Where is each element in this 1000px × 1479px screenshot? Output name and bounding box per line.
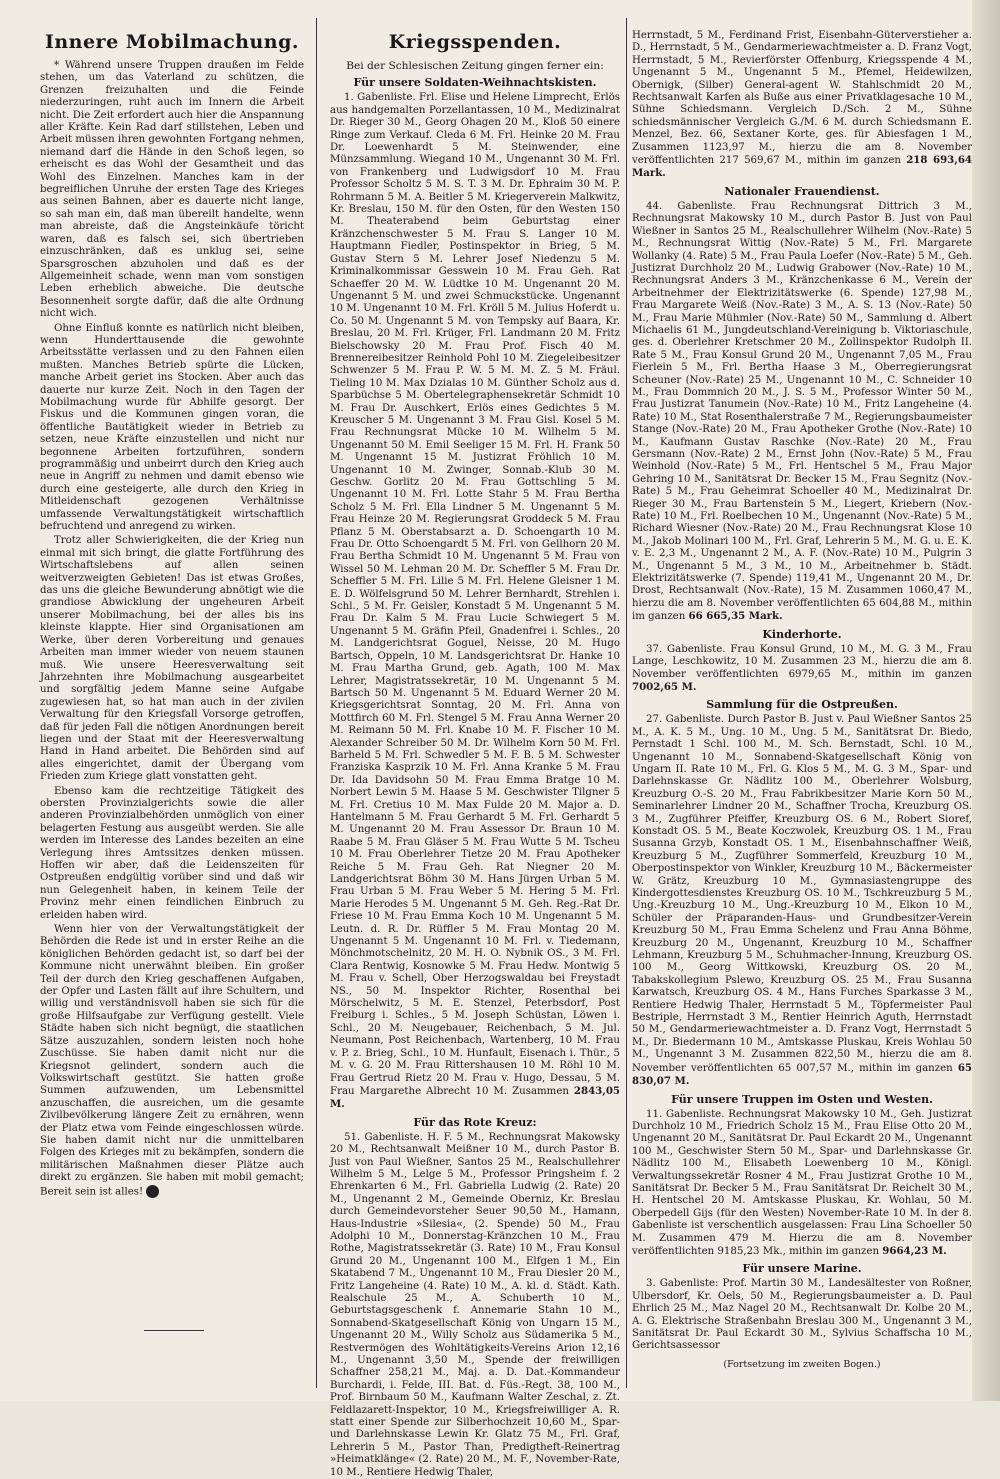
column-innere-mobilmachung — [40, 30, 304, 1385]
article-paragraph: * Während unsere Truppen draußen im Felde stehen, um das Vaterland zu schützen, die Grenzen freizuhalten und die Feinde niederzuringen, ruht auch im Innern die Arbeit nicht. Die Zeit erfordert auch hier die Anspannung aller Kräfte. Kein Rad darf stillstehen, Leben und Arbeit müssen ihren gewohnten Fortgang nehmen, niemand darf die Hände in den Schoß legen, so erheischt es das Wohl der Gesamtheit und das Wohl des Einzelnen. Manches kam in der begreiflichen Unruhe der ersten Tage des Krieges aus seinen Bahnen, aber es dauerte nicht lange, so sah man ein, daß man übereilt handelte, wenn man abreiste, daß die Angsteinkäufe töricht waren, daß es falsch sei, sich übertrieben einzuschränken, daß es unklug sei, seine Sparsgroschen abzuholen und daß es der Allgemeinheit schade, wenn man vom sonstigen Leben erheblich abweiche. Die deutsche Besonnenheit sorgte dafür, daß die alte Ordnung nicht wich. — [40, 60, 305, 320]
article-title: Innere Mobilmachung. — [44, 31, 300, 53]
donation-list — [632, 644, 972, 695]
donation-list-text: 37. Gabenliste. Frau Konsul Grund, 10 M., M. G. 3 M., Frau Lange, Leschkowitz, 10 M. Zusammen 23 M., hierzu die am 8. November veröffentlichten 6979,65 M., mithin im ganzen — [632, 643, 972, 680]
donation-list-text: 11. Gabenliste. Rechnungsrat Makowsky 10 M., Geh. Justizrat Durchholz 10 M., Friedrich Scholz 15 M., Frau Elise Otto 20 M., Ungenannt 20 M., Sanitätsrat Dr. Paul Eckardt 20 M., Ungenannt 100 M., Geschwister Stern 50 M., Spar- und Darlehnskasse Gr. Nädlitz 100 M., Elisabeth Loewenberg 10 M., Königl. Verwaltungssekretär Rosner 4 M., Frau Justizrat Grothe 10 M., Sanitätsrat Dr. Becker 5 M., Frau Sanitätsrat Dr. Reichelt 30 M., H. Hentschel 20 M. Amtskasse Pluskau, Kr. Wohlau, 50 M. Oberpedell Gijs (für den Westen) November-Rate 10 M. In der 8. Gabenliste ist verschentlich ausgelassen: Frau Lina Schoeller 50 M. Zusammen 479 M. Hierzu die am 8. November veröffentlichten 9185,23 Mk., mithin im ganzen — [632, 1108, 972, 1257]
donation-total: 7002,65 M. — [632, 680, 697, 693]
donation-total: 65 830,07 M. — [632, 1061, 972, 1088]
donation-list — [330, 92, 620, 1111]
subsection-heading: Sammlung für die Ostpreußen. — [706, 698, 898, 712]
page-seal: 36 — [146, 1185, 159, 1198]
donation-list-text: 44. Gabenliste. Frau Rechnungsrat Dittrich 3 M., Rechnungsrat Makowsky 10 M., durch Pastor B. Just von Paul Wießner in Santos 25 M., Realschullehrer Wilhelm (Nov.-Rate) 5 M., Rechnungsrat Wittig (Nov.-Rate) 5 M., Frl. Margarete Wollanky (4. Rate) 5 M., Frau Paula Loefer (Nov.-Rate) 5 M., Geh. Justizrat Durchholz 20 M., Ludwig Grabower (Nov.-Rate) 10 M., Rechnungsrat Anders 3 M., Kränzchenkasse 6 M., Verein der Arbeitnehmer der Elektrizitätswerke (6. Spende) 127,98 M., Frau Margarete Weiß (Nov.-Rate) 3 M., A. S. 13 (Nov.-Rate) 50 M., Frau Marie Mühmler (Nov.-Rate) 50 M., Sammlung d. Albert Michaelis 61 M., Jungdeutschland-Vereinigung b. Viktoriaschule, ges. d. Oberlehrer Kretschmer 20 M., Zollinspektor Rudolph II. Rate 5 M., Frau Konsul Grund 20 M., Ungenannt 7,05 M., Frau Fierlein 5 M., Frl. Bertha Haase 3 M., Oberregierungsrat Scheuner (Nov.-Rate) 25 M., Ungenannt 10 M., C. Schneider 10 M., Frau Dommnich 20 M., J. S. 5 M., Professor Winter 50 M., Frau Justizrat Tanumein (Nov.-Rate) 10 M., Fritz Langeheine (4. Rate) 10 M., Stat Rosenthalerstraße 7 M., Regierungsbaumeister Stange (Nov.-Rate) 20 M., Frau Apotheker Grothe (Nov.-Rate) 10 M., Kaufmann Gustav Raschke (Nov.-Rate) 20 M., Frau Gersmann (Nov.-Rate) 2 M., Ernst John (Nov.-Rate) 5 M., Frau Weinhold (Nov.-Rate) 5 M., Frl. Hentschel 5 M., Frau Major Gehring 10 M., Sanitätsrat Dr. Becker 15 M., Frau Segnitz (Nov.-Rate) 5 M., Frau Geheimrat Schoeller 40 M., Medizinalrat Dr. Rieger 30 M., Frau Bartenstein 5 M., Liegert, Kriebern (Nov.-Rate) 10 M., Frl. Roelbechen 10 M., Ungenannt (Nov.-Rate) 5 M., Richard Wiesner (Nov.-Rate) 20 M., Frau Rechnungsrat Klose 10 M., Jakob Molinari 100 M., Frl. Graf, Lehrerin 5 M., M. G. u. E. K. v. E. 2,3 M., Ungenannt 2 M., A. F. (Nov.-Rate) 10 M., Pulgrin 3 M., Ungenannt 5 M., 3 M., 10 M., Arbeitnehmer b. Städt. Elektrizitätswerke (7. Spende) 119,41 M., Ungenannt 20 M., Dr. Drost, Rechtsanwalt (Nov.-Rate), 15 M. Zusammen 1060,47 M., hierzu die am 8. November veröffentlichten 65 604,88 M., mithin im ganzen — [632, 200, 972, 623]
donation-list: 51. Gabenliste. H. F. 5 M., Rechnungsrat Makowsky 20 M., Rechtsanwalt Meißner 10 M., durch Pastor B. Just von Paul Wießner, Santos 25 M., Realschullehrer Wilhelm 5 M., Lelge 5 M., Professor Pringsheim f. 2 Ehrenkarten 6 M., Frl. Gabriella Ludwig (2. Rate) 20 M., Ungenannt 2 M., Gemeinde Oberniz, Kr. Breslau durch Gemeindevorsteher Seuer 90,50 M., Hamann, Haus-Industrie »Silesia«, (2. Spende) 50 M., Frau Adolphi 10 M., Donnerstag-Kränzchen 10 M., Frau Rothe, Magistratssekretär (3. Rate) 10 M., Frau Konsul Grund 20 M., Ungenannt 100 M., Elfgen 1 M., Ein Skatabend 7 M., Ungenannt 10 M., Frau Diesler 20 M., Fritz Langeheine (4. Rate) 10 M., A. kl. d. Städt. Kath. Realschule 25 M., A. Schuberth 10 M., Geburtstagsgeschenk f. Annemarie Stahn 10 M., Sonnabend-Skatgesellschaft König von Ungarn 15 M., Ungenannt 20 M., Willy Scholz aus Südamerika 5 M., Restvermögen des Wohltätigkeits-Vereins Arion 12,16 M., Ungenannt 3,50 M., Spende der freiwilligen Schaffner 258,21 M., Maj. a. D. Dat.-Kommandeur Burchardi, i. Felde, III. Bat. d. Füs.-Regt. 38, 100 M., Prof. Birnbaum 50 M., Kaufmann Walter Zeschal, z. Zt. Feldlazarett-Inspektor, 10 M., Kriegsfreiwilliger A. R. statt einer Spende zur Silberhochzeit 10,60 M., Spar- und Darlehnskasse Lewin Kr. Glatz 75 M., Frl. Graf, Lehrerin 5 M., Pastor Than, Predigtheft-Reinertrag »Heimatklänge« (2. Rate) 20 M., M. F., November-Rate, 10 M., Rentiere Hedwig Thaler, — [330, 1131, 620, 1478]
subsection-heading: Kinderhorte. — [762, 627, 842, 641]
donation-total: 66 665,35 Mark. — [688, 610, 783, 623]
subsection-heading: Nationaler Frauendienst. — [724, 184, 880, 198]
subsection-heading: Für unsere Marine. — [742, 1262, 862, 1276]
article-paragraph: Ohne Einfluß konnte es natürlich nicht bleiben, wenn Hunderttausende die gewohnte Arbeitsstätte verlassen und zu den Fahnen eilen mußten. Manches Betrieb spürte die Lücken, manche Arbeit geriet ins Stocken. Aber auch das dauerte nur kurze Zeit. Noch in den Tagen der Mobilmachung wurde für Abhilfe gesorgt. Der Fiskus und die Kommunen gingen voran, die öffentliche Bautätigkeit wieder in Betrieb zu setzen, neue Kräfte einzustellen und nicht nur begonnene Arbeiten fortzuführen, sondern programmäßig und unbeirrt durch den Krieg auch neue in Angriff zu nehmen und damit ebenso wie durch eine gesteigerte, alle durch den Krieg in Mitleidenschaft gezogenen Verhältnisse umfassende Verwaltungstätigkeit wirtschaftlich befruchtend und anregend zu wirken. — [40, 322, 304, 533]
donation-list-text: 27. Gabenliste. Durch Pastor B. Just v. Paul Wießner Santos 25 M., A. K. 5 M., Ung. 10 M., Ung. 5 M., Sanitätsrat Dr. Biedo, Pernstadt 1 Schl. 100 M., M. Sch. Bernstadt, Schl. 10 M., Ungenannt 10 M., Sonnabend-Skatgesellschaft König von Ungarn II. Rate 10 M., Frl. G. Klos 5 M., M. G. 3 M., Spar- und Darlehnskasse Gr. Nädlitz 100 M., Oberlehrer Wolsburg, Kreuzburg O.-S. 20 M., Frau Fabrikbesitzer Marie Korn 50 M., Seminarlehrer Lindner 20 M., Schaffner Trocha, Kreuzburg OS. 3 M., Zugführer Pfeiffer, Kreuzburg OS. 6 M., Robert Sioref, Konstadt OS. 5 M., Beate Koczwolek, Kreuzburg OS. 1 M., Frau Susanna Grzyb, Konstadt OS. 1 M., Eisenbahnschaffner Weiß, Kreuzburg 5 M., Zugführer Sommerfeld, Kreuzburg 10 M., Oberpostinspektor von Winkler, Kreuzburg 10 M., Bäckermeister W. Grätz, Kreuzburg 10 M., Gymnasiastengruppe des Kindergottesdienstes Kreuzburg OS. 10 M., Tschkreuzburg 5 M., Ung.-Kreuzburg 10 M., Ung.-Kreuzburg 10 M., Elkon 10 M., Schüler der Präparanden-Haus- und Grundbesitzer-Verein Kreuzburg 50 M., Frau Emma Schelenz und Frau Anna Böhme, Kreuzburg 20 M., Ungenannt, Kreuzburg 10 M., Schaffner Lehmann, Kreuzburg 5 M., Schuhmacher-Innung, Kreuzburg OS. 100 M., Georg Wittkowski, Kreuzburg OS. 20 M., Tabakskollegium Pslewo, Kreuzburg OS. 25 M., Frau Susanna Karwatsch, Kreuzburg OS. 4 M., Hans Furches Sparkasse 3 M., Rentiere Hedwig Thaler, Herrnstadt 5 M., Töpfermeister Paul Bestriple, Herrnstadt 3 M., Rentier Heinrich Aguth, Herrnstadt 50 M., Gendarmeriewachtmeister a. D. Franz Vogt, Herrnstadt 5 M., Dr. Biedermann 10 M., Amtskasse Pluskau, Kreis Wohlau 50 M., Ungenannt 3 M. Zusammen 822,50 M., hierzu die am 8. November veröffentlichten 65 007,57 M., mithin im ganzen — [632, 714, 972, 1074]
lead-line: Bei der Schlesischen Zeitung gingen ferner ein: — [346, 60, 604, 72]
donation-list — [632, 30, 972, 181]
donation-list: 3. Gabenliste: Prof. Martin 30 M., Landesältester von Roßner, Ulbersdorf, Kr. Oels, 50 M., Regierungsbaumeister a. D. Paul Ehrlich 25 M., Maz Nagel 20 M., Rechtsanwalt Dr. Kolbe 20 M., A. G. Elektrische Straßenbahn Breslau 300 M., Ungenannt 3 M., Sanitätsrat Dr. Paul Eckardt 30 M., Sylvius Schaffscha 10 M., Gerichtsassessor — [632, 1278, 972, 1352]
article-paragraph: Trotz aller Schwierigkeiten, die der Krieg nun einmal mit sich bringt, die glatte Fortführung des Wirtschaftslebens auf allen seinen weitverzweigten Gebieten! Das ist etwas Großes, das uns die gleiche Bewunderung abnötigt wie die grandiose Abwicklung der ungeheuren Arbeit unserer Mobilmachung, bei der alles bis ins kleinste klappte. Hier sind Organisationen am Werke, über deren Vorbereitung und genaues Arbeiten man immer wieder von neuem staunen muß. Wie unsere Heeresverwaltung seit Jahrzehnten ihre Mobilmachung ausgearbeitet und sorgfältig jedem Manne seine Aufgabe zugewiesen hat, so hat man auch in der zivilen Verwaltung für den Kriegsfall Vorsorge getroffen, daß für jeden Fall die nötigen Anordnungen bereit liegen und der Staat mit der Heeresverwaltung Hand in Hand arbeitet. Die Behörden sind auf alles eingerichtet, damit der Übergang vom Frieden zum Kriege glatt vonstatten geht. — [40, 535, 304, 783]
subsection-heading: Für das Rote Kreuz: — [413, 1115, 537, 1129]
column-end-rule — [144, 1330, 204, 1331]
donation-list — [632, 1109, 972, 1259]
column-kriegsspenden — [330, 30, 620, 1478]
article-paragraph — [40, 924, 304, 1198]
subsection-heading: Für unsere Truppen im Osten und Westen. — [671, 1092, 933, 1106]
column-kriegsspenden-continued — [632, 30, 972, 1385]
article-paragraph-text: Wenn hier von der Verwaltungstätigkeit der Behörden die Rede ist und in erster Reihe an die königlichen Behörden gedacht ist, so darf bei der Kommune nicht unerwähnt bleiben. Ein großer Teil der durch den Krieg geschaffenen Aufgaben, der Opfer und Lasten fällt auf ihre Schultern, und willig und verständnisvoll haben sie sich für die große Hilfsaufgabe zur Verfügung gestellt. Viele Städte haben sich nicht begnügt, die staatlichen Sätze auszuzahlen, sondern leisten noch hohe Zuschüsse. Sie haben damit nicht nur die Kriegsnot gelindert, sondern auch die Volkswirtschaft gestützt. Sie hatten große Summen aufzuwenden, um Lebensmittel anzuschaffen, die ausreichen, um die gesamte Zivilbevölkerung längere Zeit zu ernähren, wenn der Platz etwa vom Feinde eingeschlossen würde. Sie haben damit nicht nur die unmittelbaren Folgen des Krieges mit zu bekämpfen, sondern die militärischen Maßnahmen dieser Plätze auch direkt zu ergänzen. Sie haben mit mobil gemacht; Bereit sein ist alles! — [40, 924, 304, 1198]
donation-total: 2843,05 M. — [330, 1084, 620, 1111]
donation-list-text: 1. Gabenliste. Frl. Elise und Helene Limprecht, Erlös aus handgemalten Porzellantassen, 10 M., Medizinalrat Dr. Rieger 30 M., Georg Ohagen 20 M., Kloß 50 einere Ringe zum Verkauf. Cleda 6 M. Frl. Heinke 20 M. Frau Dr. Loewenhardt 5 M. Steinwender, eine Münzsammlung. Wiegand 10 M., Ungenannt 30 M. Frl. von Frankenberg und Ludwigsdorf 10 M. Frau Professor Scholtz 5 M. S. T. 3 M. Dr. Ephraim 30 M. P. Rohrmann 5 M. A. Beitler 5 M. Kriegerverein Malkwitz, Kr. Breslau, 150 M. für den Osten, für den Westen 150 M. Theaterabend beim Geburtstag einer Kränzchenschwester 5 M. Frau S. Langer 10 M. Hauptmann Fiedler, Postinspektor in Brieg, 5 M. Gustav Stern 5 M. Lehrer Josef Niedenzu 5 M. Kriminalkommissar Gesswein 10 M. Frau Geh. Rat Schaeffer 20 M. W. Lüdtke 10 M. Ungenannt 20 M. Ungenannt 5 M. und zwei Schmuckstücke. Ungenannt 10 M. Ungenannt 10 M. Frl. Kröll 5 M. Julius Hoferdt u. Co. 50 M. Ungenannt 5 M. von Tempsky auf Baara, Kr. Breslau, 20 M. Frl. Krüger, Frl. Landmann 20 M. Fritz Bielschowsky 20 M. Frau Prof. Fisch 40 M. Brennereibesitzer Reinhold Pohl 10 M. Ziegeleibesitzer Schwenzer 5 M. Frau P. W. 5 M. M. Z. 5 M. Fräul. Tieling 10 M. Max Dzialas 10 M. Günther Scholz aus d. Sparbüchse 5 M. Obertelegraphensekretär Schmidt 10 M. Frau Dr. Auschkert, Erlös eines Gedichtes 5 M. Kreuscher 5 M. Ungenannt 3 M. Frau Gisl. Kosel 5 M. Frau Rechnungsrat Mücke 10 M. Wilhelm 5 M. Ungenannt 50 M. Emil Seeliger 15 M. Frl. H. Frank 50 M. Ungenannt 15 M. Justizrat Fröhlich 10 M. Ungenannt 10 M. Zwinger, Sonnab.-Klub 30 M. Geschw. Gorlitz 20 M. Frau Gottschling 5 M. Ungenannt 10 M. Frl. Lotte Stahr 5 M. Frau Bertha Scholz 5 M. Frl. Ella Lindner 5 M. Ungenannt 5 M. Frau Heinze 20 M. Regierungsrat Groddeck 5 M. Frau Pflanz 5 M. Oberstabsarzt a. D. Schoengarth 10 M. Frau Dr. Otto Schoengardt 5 M. Frl. von Gellhorn 20 M. Frau Bertha Schmidt 10 M. Ungenannt 5 M. Frau von Wissel 50 M. Lehman 20 M. Dr. Scheffler 5 M. Frau Dr. Scheffler 5 M. Frl. Lilie 5 M. Frl. Helene Gleisner 1 M. E. D. Wölfelsgrund 50 M. Lehrer Bernhardt, Strehlen i. Schl., 5 M. Fr. Geisler, Konstadt 5 M. Ungenannt 5 M. Frau Dr. Kalm 5 M. Frau Lucie Schwiegert 5 M. Ungenannt 5 M. Gräfin Pfeil, Gnadenfrei i. Schles., 20 M. Landgerichtsrat Goguel, Neisse, 20 M. Hugo Bartsch, Oppeln, 10 M. Landsgerichtsrat Dr. Hanke 10 M. Frau Martha Grund, geb. Agath, 100 M. Max Lehrer, Magistratssekretär, 10 M. Ungenannt 5 M. Bartsch 50 M. Ungenannt 5 M. Eduard Werner 20 M. Kriegsgerichtsrat Sonntag, 20 M. Frl. Anna von Mottfirch 60 M. Frl. Stengel 5 M. Frau Anna Werner 20 M. Reimann 50 M. Frl. Knabe 10 M. F. Fischer 10 M. Alexander Schreiber 50 M. Dr. Wilhelm Korn 50 M. Frl. Barheld 5 M. Frl. Schwedler 5 M. F. B. 5 M. Schwester Franziska Kasprzik 10 M. Frl. Anna Kranke 5 M. Frau Dr. Ida Davidsohn 50 M. Frau Emma Bratge 10 M. Norbert Lewin 5 M. Haase 5 M. Geschwister Tilgner 5 M. Frl. Cretius 10 M. Max Fulde 20 M. Major a. D. Hantelmann 5 M. Frau Gerhardt 5 M. Frl. Gerhardt 5 M. Ungenannt 20 M. Frau Assessor Dr. Braun 10 M. Raabe 5 M. Frau Gläser 5 M. Frau Wutte 5 M. Tscheu 10 M. Frau Oberlehrer Tietze 20 M. Frau Apotheker Reiche 5 M. Frau Geh. Rat Niegner 20 M. Landgerichtsrat Böhm 30 M. Hans Jürgen Urban 5 M. Frau Urban 5 M. Frau Weber 5 M. Hering 5 M. Frl. Marie Herodes 5 M. Ungenannt 5 M. Geh. Reg.-Rat Dr. Friese 10 M. Frau Emma Koch 10 M. Ungenannt 5 M. Leutn. d. R. Dr. Rüffler 5 M. Frau Montag 20 M. Ungenannt 5 M. Ungenannt 10 M. Frl. v. Tiedemann, Mönchmotschelnitz, 20 M. H. O. Nybnik OS., 3 M. Frl. Clara Rentwig, Kosnowke 5 M. Frau Hedw. Montwig 5 M. Frau v. Schell, Ober Herzogswaldau bei Freystadt NS., 50 M. Inspektor Richter, Rosenthal bei Mörschelwitz, 5 M. E. Stenzel, Peterbsdorf, Post Freiburg i. Schles., 5 M. Joseph Schüstan, Löwen i. Schl., 20 M. Neugebauer, Reichenbach, 5 M. Jul. Neumann, Post Reichenbach, Wartenberg, 10 M. Frau v. P. z. Brieg, Schl., 10 M. Hunfault, Eisenach i. Thür., 5 M. v. G. 20 M. Frau Rittershausen 10 M. Röhl 10 M. Frau Gertrud Rietz 20 M. Frau v. Hugo, Dessau, 5 M. Frau Margarethe Albrecht 10 M. Zusammen — [330, 92, 620, 1097]
donation-list — [632, 201, 972, 624]
donation-total: 9664,23 M. — [882, 1244, 947, 1257]
article-paragraph: Ebenso kam die rechtzeitige Tätigkeit des obersten Provinzialgerichts sowie die aller anderen Provinzialbehörden unmöglich von einer belagerten Festung aus ausgeübt werden. Sie alle werden im Interesse des Landes bezeiten an eine Verlegung ihres Amtssitzes denken müssen. Hoffen wir aber, daß die Leidenszeiten für Ostpreußen endgültig vorüber sind und daß wir nun Gelegenheit haben, in keinem Teile der Provinz mehr einen feindlichen Einbruch zu erleiden haben wird. — [40, 785, 304, 921]
column-rule-1 — [316, 18, 317, 1388]
page-edge — [972, 0, 1000, 1401]
donation-list — [632, 714, 972, 1088]
donation-total: 218 693,64 Mark. — [632, 154, 972, 180]
column-rule-2 — [626, 18, 627, 1388]
continued-note: (Fortsetzung im zweiten Bogen.) — [723, 1358, 881, 1370]
section-title: Kriegsspenden. — [388, 31, 562, 53]
donation-list-text: Herrnstadt, 5 M., Ferdinand Frist, Eisenbahn-Güterverstieher a. D., Herrnstadt, 5 M., Gendarmeriewachtmeister a. D. Franz Vogt, Herrnstadt, 5 M., Revierförster Offenburg, Kriegsspende 4 M., Ungenannt 5 M., Ungenannt 5 M., Pfemel, Heidewilzen, Obernigk, (Silber) General-agent W. Stahlschmidt 20 M., Rechtsanwalt Karfen als Buße aus einer Privatklagesache 10 M., Sühne Schiedsmann. Vergleich D./Sch. 2 M., Sühne schiedsmännischer Vergleich G./M. 6 M. durch Schiedsmann E. Menzel, Bez. 66, Sextaner Korte, ges. für Abiesfagen 1 M., Zusammen 1123,97 M., hierzu die am 8. November veröffentlichten 217 569,67 M., mithin im ganzen — [632, 30, 972, 167]
subsection-heading: Für unsere Soldaten-Weihnachtskisten. — [353, 76, 597, 90]
